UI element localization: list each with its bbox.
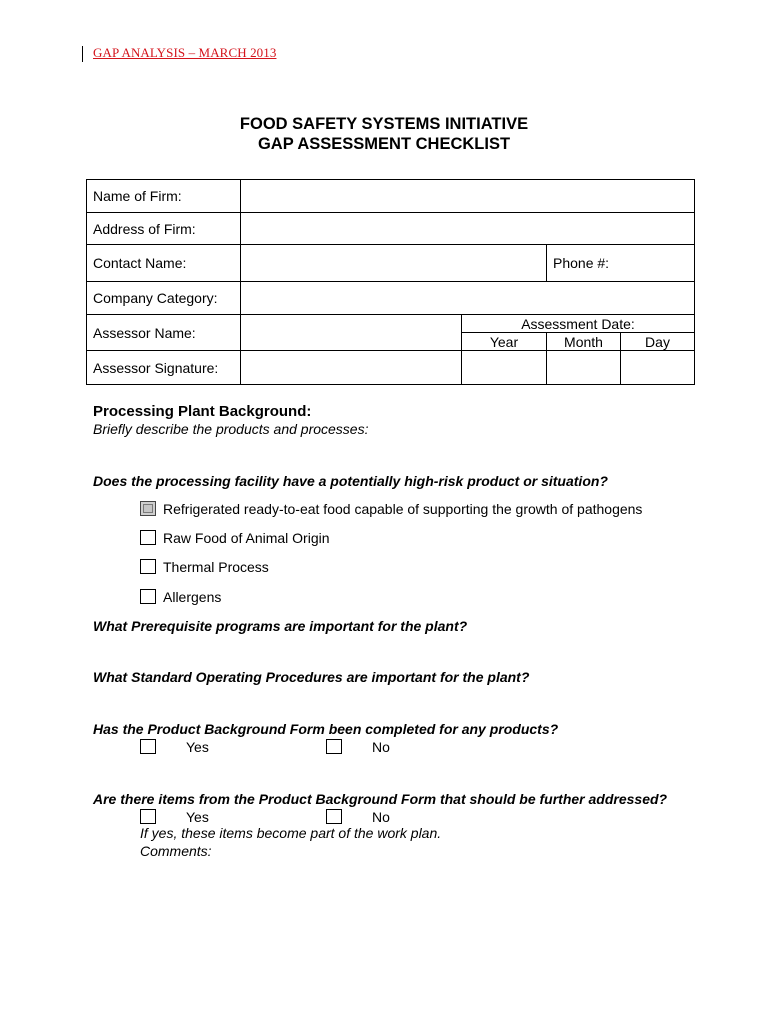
assessor-signature-field[interactable] xyxy=(241,351,462,385)
allergens-label: Allergens xyxy=(163,589,222,605)
day-label: Day xyxy=(621,333,695,351)
running-header: GAP ANALYSIS – MARCH 2013 xyxy=(93,45,277,60)
contact-name-label: Contact Name: xyxy=(87,245,241,282)
items-yes-label: Yes xyxy=(186,809,209,825)
product-form-yes-label: Yes xyxy=(186,739,209,755)
address-of-firm-label: Address of Firm: xyxy=(87,213,241,245)
thermal-process-checkbox[interactable] xyxy=(140,559,156,574)
items-no-label: No xyxy=(372,809,390,825)
product-form-question: Has the Product Background Form been completed for any products? xyxy=(93,721,559,737)
assessor-signature-label: Assessor Signature: xyxy=(87,351,241,385)
refrigerated-rte-checkbox[interactable] xyxy=(140,501,156,516)
background-instruction: Briefly describe the products and processes: xyxy=(93,421,369,437)
raw-animal-food-label: Raw Food of Animal Origin xyxy=(163,530,330,546)
refrigerated-rte-label: Refrigerated ready-to-eat food capable of supporting the growth of pathogens xyxy=(163,501,643,517)
items-yes-checkbox[interactable] xyxy=(140,809,156,824)
assessor-name-field[interactable] xyxy=(241,315,462,351)
high-risk-question: Does the processing facility have a potentially high-risk product or situation? xyxy=(93,473,608,489)
raw-animal-food-checkbox[interactable] xyxy=(140,530,156,545)
day-field[interactable] xyxy=(621,351,695,385)
product-form-yes-checkbox[interactable] xyxy=(140,739,156,754)
product-form-no-checkbox[interactable] xyxy=(326,739,342,754)
phone-label: Phone #: xyxy=(553,255,610,271)
comments-label: Comments: xyxy=(140,843,212,859)
prerequisite-question: What Prerequisite programs are important for the plant? xyxy=(93,618,468,634)
items-no-checkbox[interactable] xyxy=(326,809,342,824)
product-form-no-label: No xyxy=(372,739,390,755)
name-of-firm-label: Name of Firm: xyxy=(87,180,241,213)
background-section-title: Processing Plant Background: xyxy=(93,403,312,420)
items-question: Are there items from the Product Background Form that should be further addressed? xyxy=(93,791,668,807)
thermal-process-label: Thermal Process xyxy=(163,559,269,575)
sop-question: What Standard Operating Procedures are important for the plant? xyxy=(93,669,530,685)
header-rule xyxy=(82,46,83,62)
month-label: Month xyxy=(547,333,621,351)
company-category-field[interactable] xyxy=(241,282,695,315)
year-field[interactable] xyxy=(462,351,547,385)
allergens-checkbox[interactable] xyxy=(140,589,156,604)
company-category-label: Company Category: xyxy=(87,282,241,315)
year-label: Year xyxy=(462,333,547,351)
firm-info-table xyxy=(86,179,695,385)
name-of-firm-field[interactable] xyxy=(241,180,695,213)
assessor-name-label: Assessor Name: xyxy=(87,315,241,351)
phone-field[interactable] xyxy=(547,245,695,282)
document-subtitle: GAP ASSESSMENT CHECKLIST xyxy=(257,135,511,153)
contact-name-field[interactable] xyxy=(241,245,547,282)
month-field[interactable] xyxy=(547,351,621,385)
work-plan-note: If yes, these items become part of the work plan. xyxy=(140,825,442,841)
document-title: FOOD SAFETY SYSTEMS INITIATIVE xyxy=(239,115,529,133)
assessment-date-label: Assessment Date: xyxy=(462,315,695,333)
address-of-firm-field[interactable] xyxy=(241,213,695,245)
